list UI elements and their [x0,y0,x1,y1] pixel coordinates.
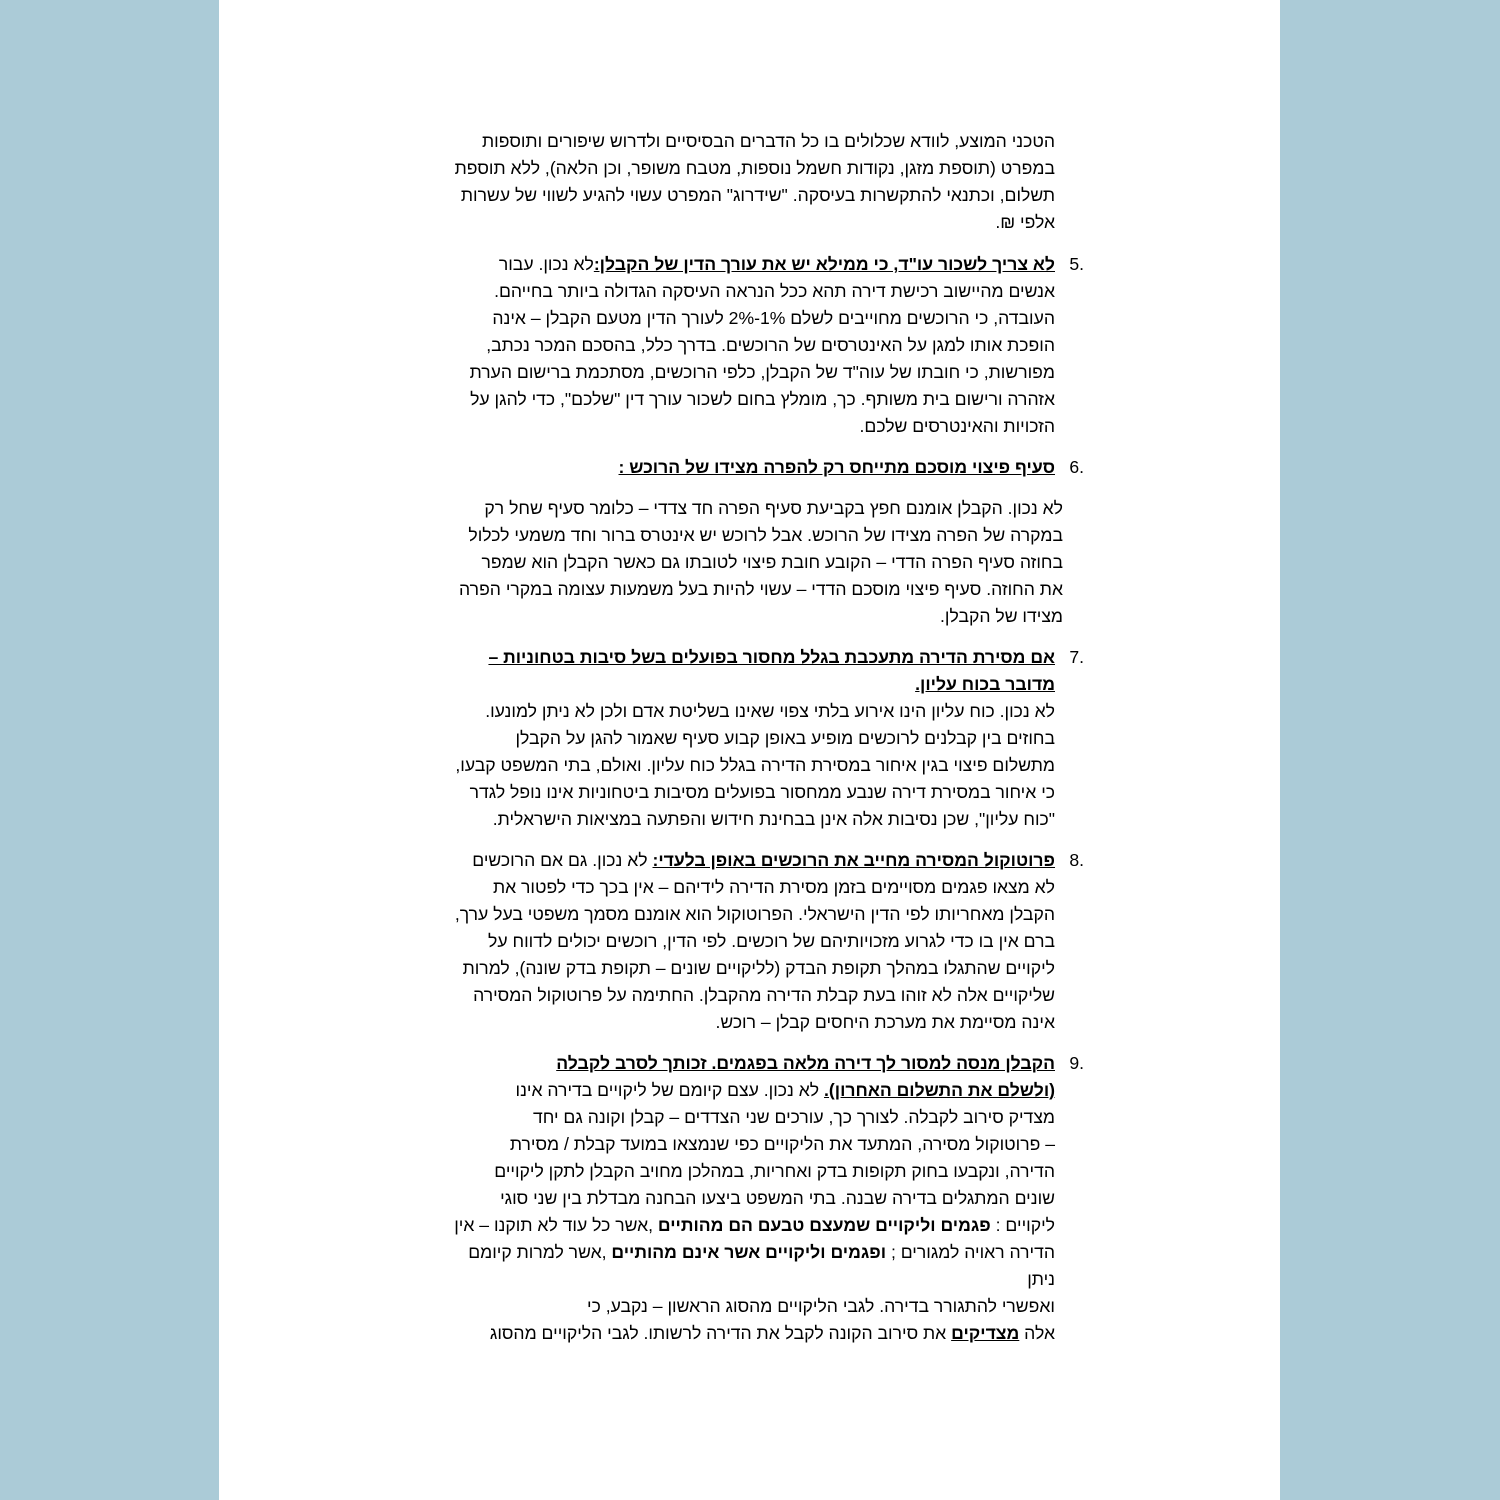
item-text: ,אשר למרות קיומם [468,1242,612,1262]
item-text: הדירה ראויה למגורים ; [886,1242,1055,1262]
item-text: ,אשר כל עוד לא תוקנו – אין [454,1215,658,1235]
item-line: לא מצאו פגמים מסויימים בזמן מסירת הדירה לידיהם – אין בכך כדי לפטור את [492,877,1055,897]
item-line: שליקויים אלה לא זוהו בעת קבלת הדירה מהקבלן. החתימה על פרוטוקול המסירה [473,985,1055,1005]
item-line: אזהרה ורישום בית משותף. כך, מומלץ בחום לשכור עורך דין "שלכם", כדי להגן על [470,389,1055,409]
item-text: לא נכון. עבור [498,254,594,274]
underlined-justify-word: מצדיקים [951,1323,1020,1343]
list-item-5 [365,251,1084,440]
item-line: הופכת אותו למגן על האינטרסים של הרוכשים. בדרך כלל, בהסכם המכר נכתב, [486,335,1055,355]
item-line: מצדיק סירוב לקבלה. לצורך כך, עורכים שני הצדדים – קבלן וקונה גם יחד [533,1107,1055,1127]
item-heading: אם מסירת הדירה מתעכבת בגלל מחסור בפועלים בשל סיבות בטחוניות – [488,647,1055,667]
item-line: העובדה, כי הרוכשים מחוייבים לשלם 1%-2% לעורך הדין מטעם הקבלן – אינה [492,308,1055,328]
item-line: מתשלום פיצוי בגין איחור במסירת הדירה בגלל כוח עליון. ואולם, בתי המשפט קבעו, [455,755,1055,775]
item-line: לא נכון. כוח עליון הינו אירוע בלתי צפוי שאינו בשליטת אדם ולכן לא ניתן למונעו. [485,701,1055,721]
item-heading: מדובר בכוח עליון. [915,674,1055,694]
item-number: 5. [1069,254,1084,274]
item-line: מפורשות, כי חובתו של עוה"ד של הקבלן, כלפי הרוכשים, מסתכמת ברישום הערת [469,362,1055,382]
item-text: אלה [1019,1323,1055,1343]
item-line: בחוזים בין קבלנים לרוכשים מופיע באופן קבוע סעיף שאמור להגן על הקבלן [515,728,1055,748]
item-heading-second-line [395,1077,1055,1104]
item-last-line [365,1320,1055,1347]
item-line: הקבלן מאחריותו לפי הדין הישראלי. הפרוטוקול הוא אומנם מסמך משפטי בעל ערך, [454,904,1055,924]
list-item-8 [365,847,1084,1036]
item-first-line [365,847,1055,874]
intro-line: הטכני המוצע, לוודא שכלולים בו כל הדברים הבסיסיים ולדרוש שיפורים ותוספות [482,131,1055,151]
item-line: מצידו של הקבלן. [940,606,1063,626]
item-line: שונים המתגלים בדירה שבנה. בתי המשפט ביצעו הבחנה מבדלת בין שני סוגי [500,1188,1055,1208]
intro-line: תשלום, וכתנאי להתקשרות בעיסקה. "שידרוג" המפרט עשוי להגיע לשווי של עשרות [460,185,1055,205]
item-heading: לא צריך לשכור עו"ד, כי ממילא יש את עורך הדין של הקבלן: [593,254,1055,274]
item-line-apartment [365,1239,1055,1266]
item-line: ואפשרי להתגורר בדירה. לגבי הליקויים מהסוג הראשון – נקבע, כי [587,1296,1055,1316]
item-line: לא נכון. הקבלן אומנם חפץ בקביעת סעיף הפרה חד צדדי – כלומר סעיף שחל רק [484,498,1063,518]
item-line: בחוזה סעיף הפרה הדדי – הקובע חובת פיצוי לטובתו גם כאשר הקבלן הוא שמפר [481,552,1063,572]
item-line: הזכויות והאינטרסים שלכם. [859,416,1055,436]
list-item-7 [365,644,1084,833]
item-text: ליקויים : [990,1215,1055,1235]
intro-line: אלפי ₪. [995,212,1055,232]
item-number: 7. [1069,647,1084,667]
item-first-line [365,454,1055,481]
item-line-defects [365,1212,1055,1239]
item-line: ליקויים שהתגלו במהלך תקופת הבדק (לליקויים שונים – תקופת בדק שונה), למרות [462,958,1055,978]
bold-nonessential-defects: ופגמים וליקויים אשר אינם מהותיים [611,1242,887,1262]
document-page [219,0,1280,1500]
item-text: לא נכון. גם אם הרוכשים [472,850,653,870]
intro-paragraph [365,128,1055,236]
item-line: אנשים מהיישוב רכישת דירה תהא ככל הנראה העיסקה הגדולה ביותר בחייהם. [494,281,1055,301]
item-line: את החוזה. סעיף פיצוי מוסכם הדדי – עשוי להיות בעל משמעות עצומה במקרי הפרה [459,579,1063,599]
item-number: 9. [1069,1053,1084,1073]
item-heading: פרוטוקול המסירה מחייב את הרוכשים באופן בלעדי: [652,850,1055,870]
item-line: כי איחור במסירת דירה שנבע ממחסור בפועלים מסיבות ביטחוניות אינו נופל לגדר [469,782,1055,802]
item-line: ניתן [1027,1269,1055,1289]
item-line: – פרוטוקול מסירה, המתעד את הליקויים כפי שנמצאו במועד קבלת / מסירת [509,1134,1055,1154]
item-heading: (ולשלם את התשלום האחרון). [824,1080,1055,1100]
item-number: 8. [1069,850,1084,870]
item-line: במקרה של הפרה מצידו של הרוכש. אבל לרוכש יש אינטרס ברור וחד משמעי לכלול [468,525,1063,545]
list-item-6 [365,454,1084,630]
item-line: הדירה, ונקבעו בחוק תקופות בדק ואחריות, במהלכן מחויב הקבלן לתקן ליקויים [494,1161,1055,1181]
item-line: אינה מסיימת את מערכת היחסים קבלן – רוכש. [715,1012,1055,1032]
document-content [365,128,1084,1347]
item-line: ברם אין בו כדי לגרוע מזכויותיהם של רוכשים. לפי הדין, רוכשים יכולים לדווח על [488,931,1055,951]
intro-line: במפרט (תוספת מזגן, נקודות חשמל נוספות, מטבח משופר, וכן הלאה), ללא תוספת [454,158,1055,178]
list-item-9 [365,1050,1084,1347]
item-heading: הקבלן מנסה למסור לך דירה מלאה בפגמים. זכותך לסרב לקבלה [556,1053,1055,1073]
item-first-line [365,251,1055,278]
item-line: "כוח עליון", שכן נסיבות אלה אינן בבחינת חידוש והפתעה במציאות הישראלית. [492,809,1055,829]
item-heading: סעיף פיצוי מוסכם מתייחס רק להפרה מצידו של הרוכש : [618,457,1055,477]
item-number: 6. [1069,457,1084,477]
item-text: את סירוב הקונה לקבל את הדירה לרשותו. לגבי הליקויים מהסוג [489,1323,952,1343]
item-text: לא נכון. עצם קיומם של ליקויים בדירה אינו [515,1080,825,1100]
bold-essential-defects: פגמים וליקויים שמעצם טבעם הם מהותיים [657,1215,991,1235]
